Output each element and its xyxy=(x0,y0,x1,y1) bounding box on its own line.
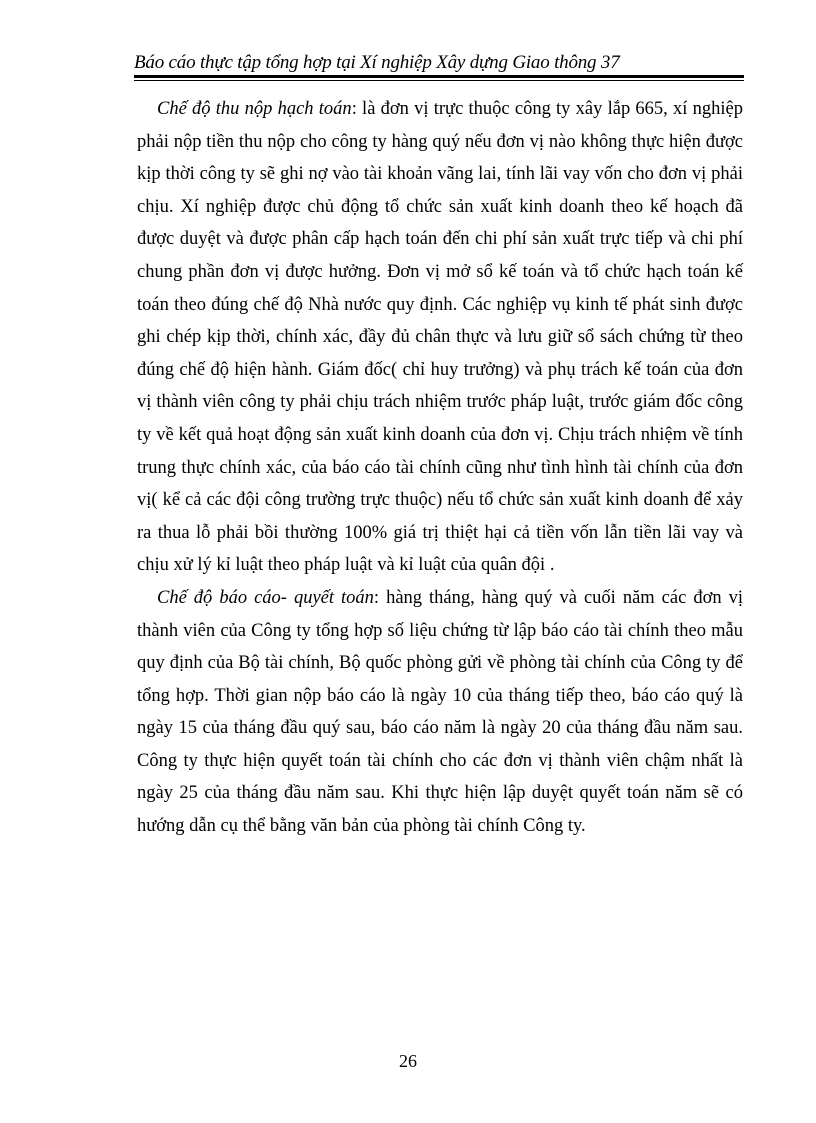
paragraph-text: : là đơn vị trực thuộc công ty xây lắp 665, xí nghiệp phải nộp tiền thu nộp cho công ty hàng quý nếu đơn vị nào không thực hiện được kịp thời công ty sẽ ghi nợ vào tài khoản vãng lai, tính lãi vay vốn cho đơn vị phải chịu. Xí nghiệp được chủ động tổ chức sản xuất kinh doanh theo kế hoạch đã được duyệt và được phân cấp hạch toán đến chi phí sản xuất trực tiếp và chi phí chung phần đơn vị được hưởng. Đơn vị mở sổ kế toán và tổ chức hạch toán kế toán theo đúng chế độ Nhà nước quy định. Các nghiệp vụ kinh tế phát sinh được ghi chép kịp thời, chính xác, đầy đủ chân thực và lưu giữ sổ sách chứng từ theo đúng chế độ hiện hành. Giám đốc( chỉ huy trưởng) và phụ trách kế toán của đơn vị thành viên công ty phải chịu trách nhiệm trước pháp luật, trước giám đốc công ty về kết quả hoạt động sản xuất kinh doanh của đơn vị. Chịu trách nhiệm về tính trung thực chính xác, của báo cáo tài chính cũng như tình hình tài chính của đơn vị( kể cả các đội công trường trực thuộc) nếu tổ chức sản xuất kinh doanh để xảy ra thua lỗ phải bồi thường 100% giá trị thiệt hại cả tiền vốn lẫn tiền lãi vay và chịu xử lý kỉ luật theo pháp luật và kỉ luật của quân đội . xyxy=(137,99,743,576)
header-title: Báo cáo thực tập tổng hợp tại Xí nghiệp Xây dựng Giao thông 37 xyxy=(134,52,620,73)
page-header xyxy=(134,51,744,77)
page-number: 26 xyxy=(399,1051,417,1071)
paragraph-lead: Chế độ thu nộp hạch toán xyxy=(157,99,352,119)
paragraph-lead: Chế độ báo cáo- quyết toán xyxy=(157,587,374,608)
header-rule-thick xyxy=(134,75,744,78)
header-rule-thin xyxy=(134,80,744,81)
paragraph-accounting-regime xyxy=(137,93,743,582)
body-content xyxy=(137,93,743,843)
paragraph-text: : hàng tháng, hàng quý và cuối năm các đơn vị thành viên của Công ty tổng hợp số liệu chứng từ lập báo cáo tài chính theo mẫu quy định của Bộ tài chính, Bộ quốc phòng gửi về phòng tài chính của Công ty để tổng hợp. Thời gian nộp báo cáo là ngày 10 của tháng tiếp theo, báo cáo quý là ngày 15 của tháng đầu quý sau, báo cáo năm là ngày 20 của tháng đầu năm sau. Công ty thực hiện quyết toán tài chính cho các đơn vị thành viên chậm nhất là ngày 25 của tháng đầu năm sau. Khi thực hiện lập duyệt quyết toán năm sẽ có hướng dẫn cụ thể bằng văn bản của phòng tài chính Công ty. xyxy=(137,587,744,837)
paragraph-reporting-regime xyxy=(137,582,743,843)
